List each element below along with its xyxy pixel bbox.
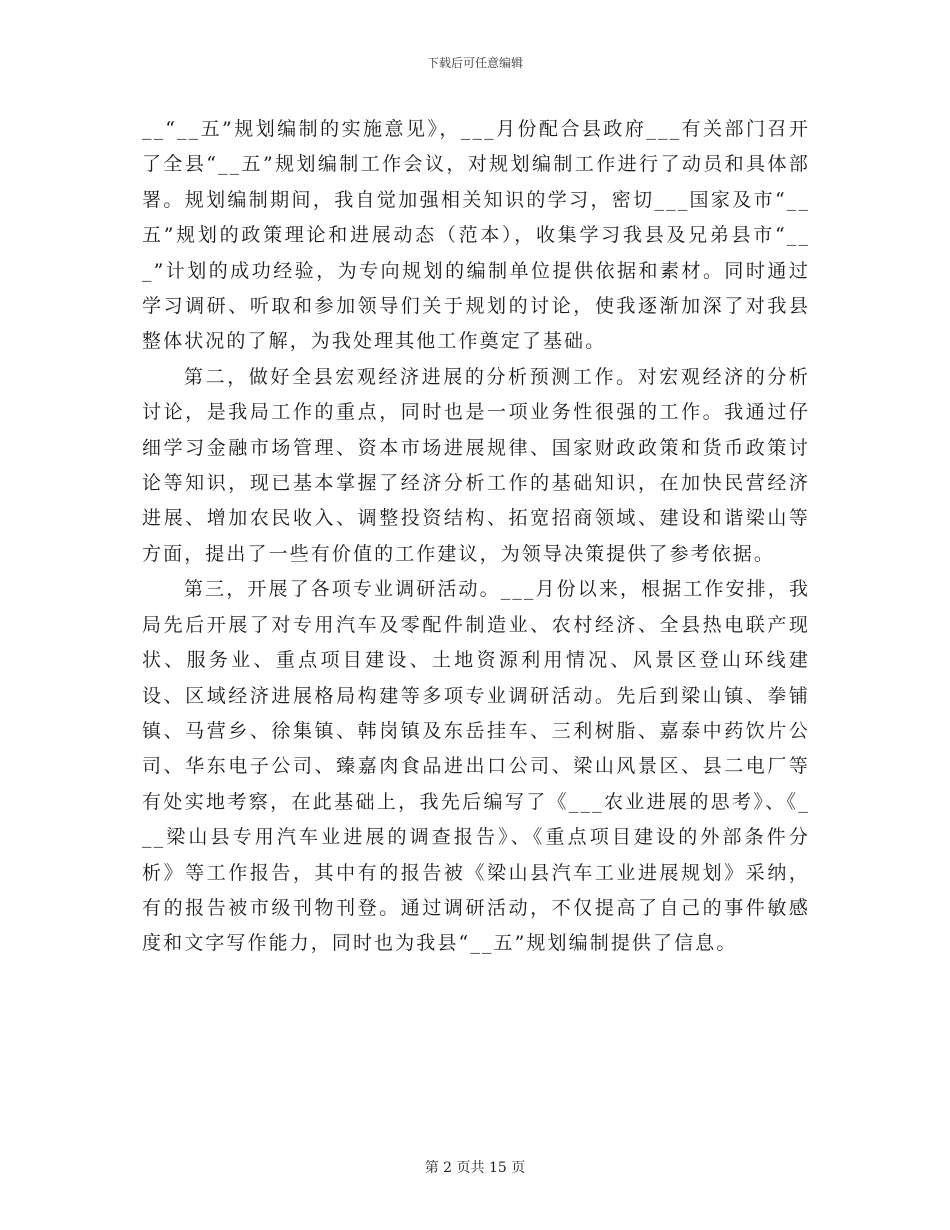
document-body xyxy=(142,112,810,962)
page-number: 第 2 页共 15 页 xyxy=(424,1160,526,1176)
page-header: 下载后可任意编辑 xyxy=(426,56,523,70)
paragraph-third: 第三，开展了各项专业调研活动。___月份以来，根据工作安排，我局先后开展了对专用汽车及零配件制造业、农村经济、全县热电联产现状、服务业、重点项目建设、土地资源利用情况、风景区登山环线建设、区域经济进展格局构建等多项专业调研活动。先后到梁山镇、拳铺镇、马营乡、徐集镇、韩岗镇及东岳挂车、三利树脂、嘉泰中药饮片公司、华东电子公司、臻嘉肉食品进出口公司、梁山风景区、县二电厂等有处实地考察，在此基础上，我先后编写了《___农业进展的思考》、《___梁山县专用汽车业进展的调查报告》、《重点项目建设的外部条件分析》等工作报告，其中有的报告被《梁山县汽车工业进展规划》采纳，有的报告被市级刊物刊登。通过调研活动，不仅提高了自己的事件敏感度和文字写作能力，同时也为我县“__五”规划编制提供了信息。 xyxy=(142,578,810,955)
paragraph-continuation: __“__五”规划编制的实施意见》，___月份配合县政府___有关部门召开了全县“__五”规划编制工作会议，对规划编制工作进行了动员和具体部署。规划编制期间，我自觉加强相关知识的学习，密切___国家及市“__五”规划的政策理论和进展动态（范本），收集学习我县及兄弟县市“___”计划的成功经验，为专向规划的编制单位提供依据和素材。同时通过学习调研、听取和参加领导们关于规划的讨论，使我逐渐加深了对我县整体状况的了解，为我处理其他工作奠定了基础。 xyxy=(142,118,810,353)
paragraph-second: 第二，做好全县宏观经济进展的分析预测工作。对宏观经济的分析讨论，是我局工作的重点，同时也是一项业务性很强的工作。我通过仔细学习金融市场管理、资本市场进展规律、国家财政政策和货币政策讨论等知识，现已基本掌握了经济分析工作的基础知识，在加快民营经济进展、增加农民收入、调整投资结构、拓宽招商领域、建设和谐梁山等方面，提出了一些有价值的工作建议，为领导决策提供了参考依据。 xyxy=(142,365,810,565)
